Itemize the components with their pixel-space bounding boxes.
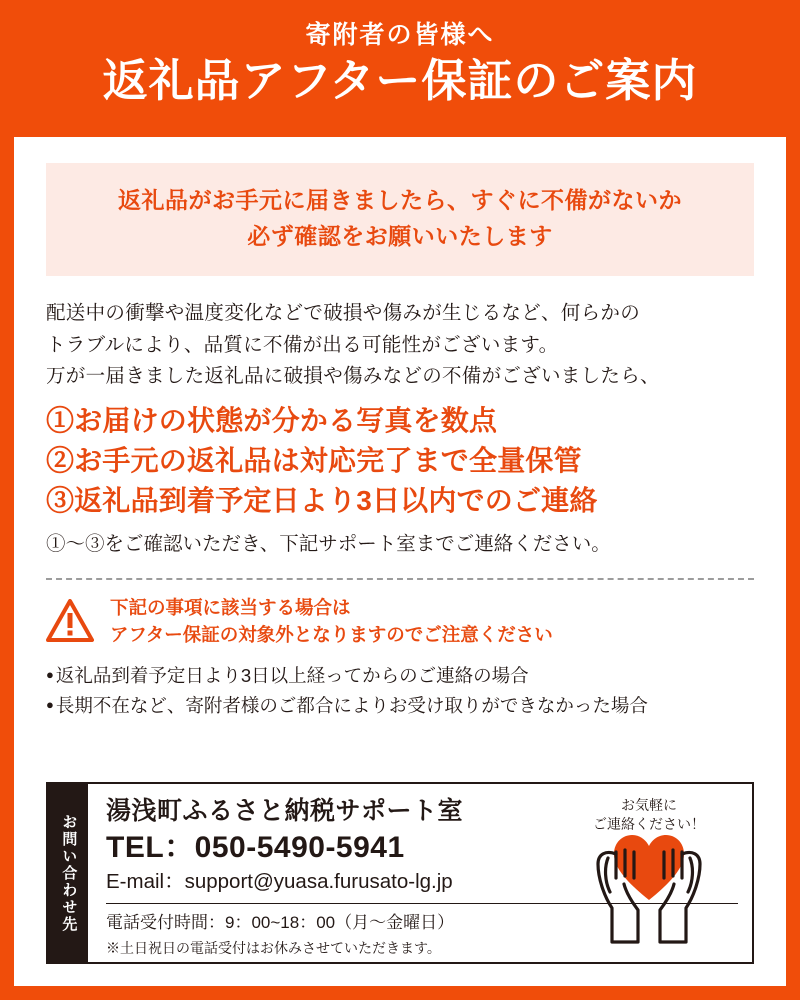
warning-line-2: アフター保証の対象外となりますのでご注意ください xyxy=(110,624,553,646)
callout-line-2: 必ず確認をお願いいたします xyxy=(247,222,553,249)
intro-line-2: トラブルにより、品質に不備が出る可能性がございます。 xyxy=(46,333,559,356)
exclusion-text: 長期不在など、寄附者様のご都合によりお受け取りができなかった場合 xyxy=(55,694,648,716)
callout-box xyxy=(46,163,754,276)
contact-note: ※土日祝日の電話受付はお休みさせていただきます。 xyxy=(106,939,441,956)
page-title: 返礼品アフター保証のご案内 xyxy=(102,54,698,106)
warning-line-1: 下記の事項に該当する場合は xyxy=(110,596,351,618)
contact-phone[interactable]: TEL：050-5490-5941 xyxy=(106,831,405,864)
list-item: ②お手元の返礼品は対応完了まで全量保管 xyxy=(46,444,582,476)
list-item: ①お届けの状態が分かる写真を数点 xyxy=(46,405,498,437)
bullet-dot-icon: ● xyxy=(46,696,54,712)
list-item: ③返礼品到着予定日より3日以内でのご連絡 xyxy=(46,484,598,516)
list-item xyxy=(46,661,754,691)
warning-text xyxy=(110,594,553,650)
dashed-divider xyxy=(46,578,754,580)
closing-instruction: ①～③をご確認いただき、下記サポート室までご連絡ください。 xyxy=(46,533,611,556)
illustration-caption-line-1: お気軽に xyxy=(621,797,677,813)
contact-tab-label xyxy=(48,784,88,962)
contact-box xyxy=(46,782,754,964)
intro-line-3: 万が一届きました返礼品に破損や傷みなどの不備がございましたら、 xyxy=(46,365,660,388)
required-items-list xyxy=(46,401,754,520)
contact-org-name: 湯浅町ふるさと納税サポート室 xyxy=(106,797,464,825)
contact-tab-text: お問い合わせ先 xyxy=(60,813,78,933)
illustration-caption-line-2: ご連絡ください！ xyxy=(593,815,705,832)
page-header xyxy=(0,0,800,137)
intro-line-1: 配送中の衝撃や温度変化などで破損や傷みが生じるなど、何らかの xyxy=(46,302,641,325)
callout-line-1: 返礼品がお手元に届きましたら、すぐに不備がないか xyxy=(118,187,682,213)
contact-hours: 電話受付時間：9：00~18：00（月～金曜日） xyxy=(106,913,455,933)
intro-paragraph xyxy=(46,298,754,393)
warning-triangle-icon xyxy=(46,599,94,643)
contact-details xyxy=(88,784,752,962)
hands-heart-illustration xyxy=(554,792,744,958)
content-card xyxy=(14,137,786,986)
header-subtitle: 寄附者の皆様へ xyxy=(305,21,495,49)
exclusion-text: 返礼品到着予定日より3日以上経ってからのご連絡の場合 xyxy=(55,665,529,687)
list-item xyxy=(46,691,754,721)
warning-block xyxy=(46,594,754,650)
exclusion-list xyxy=(46,661,754,721)
illustration-caption xyxy=(554,796,744,834)
contact-email[interactable]: E-mail：support@yuasa.furusato-lg.jp xyxy=(106,869,453,893)
bullet-dot-icon: ● xyxy=(46,667,54,683)
